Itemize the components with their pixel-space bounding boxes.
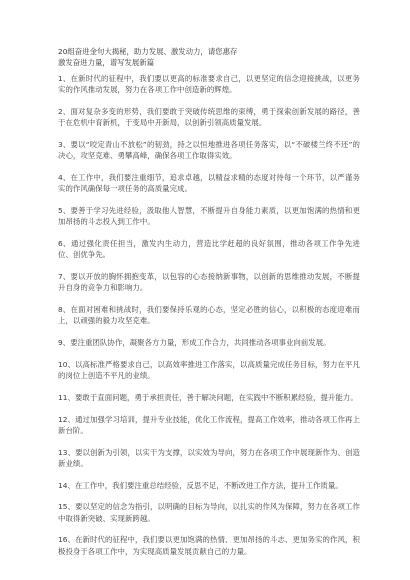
quote-item-3: 3、要以“咬定青山不放松”的韧劲，持之以恒地推进各项任务落实，以“不破楼兰终不还”的决心，攻坚克难、勇攀高峰，确保各项工作取得实效。 [58, 140, 360, 161]
quote-item-7: 7、要以开放的胸怀拥抱变革，以包容的心态接纳新事物，以创新的思维推动发展，不断提升自身的竞争力和影响力。 [58, 272, 360, 293]
quote-item-2: 2、面对复杂多变的形势，我们要敢于突破传统思维的束缚，勇于探索创新发展的路径，善于在危机中育新机，于变局中开新局，以创新引领高质量发展。 [58, 107, 360, 128]
quote-item-5: 5、要善于学习先进经验，汲取他人智慧，不断提升自身能力素质，以更加饱满的热情和更加昂扬的斗志投入到工作中。 [58, 206, 360, 227]
quote-item-12: 12、通过加强学习培训，提升专业技能，优化工作流程，提高工作效率，推动各项工作再上新台阶。 [58, 414, 360, 435]
quote-item-10: 10、以高标准严格要求自己，以高效率推进工作落实，以高质量完成任务目标，努力在平凡的岗位上创造不平凡的业绩。 [58, 359, 360, 380]
document-subtitle: 激发奋进力量，谱写发展新篇 [58, 58, 155, 67]
quote-item-13: 13、要以创新为引领，以实干为支撑，以实效为导向，努力在各项工作中展现新作为、创造新业绩。 [58, 447, 360, 468]
quote-item-4: 4、在工作中，我们要注重细节，追求卓越，以精益求精的态度对待每一个环节，以严谨务实的作风确保每一项任务的高质量完成。 [58, 173, 360, 194]
quote-item-9: 9、要注重团队协作，凝聚各方力量，形成工作合力，共同推动各项事业向前发展。 [58, 338, 331, 347]
quote-item-11: 11、要敢于直面问题，勇于承担责任，善于解决问题，在实践中不断积累经验，提升能力。 [58, 392, 358, 402]
title-block [58, 46, 360, 68]
quote-item-15: 15、要以坚定的信念为指引，以明确的目标为导向，以扎实的作风为保障，努力在各项工作中取得新突破、实现新跨越。 [58, 502, 360, 523]
document-title: 20组奋进金句大揭秘，助力发展、激发动力，请您惠存 [58, 47, 238, 56]
quote-list [58, 73, 360, 557]
quote-item-16: 16、在新时代的征程中，我们要以更加饱满的热情、更加昂扬的斗志、更加务实的作风，积极投身于各项工作中，为实现高质量发展贡献自己的力量。 [58, 535, 360, 556]
quote-item-8: 8、在面对困难和挑战时，我们要保持乐观的心态，坚定必胜的信心，以积极的态度迎难而上，以顽强的毅力攻坚克难。 [58, 305, 360, 326]
quote-item-6: 6、通过强化责任担当，激发内生动力，营造比学赶超的良好氛围，推动各项工作争先进位、创优争先。 [58, 239, 360, 260]
quote-item-14: 14、在工作中，我们要注重总结经验，反思不足，不断改进工作方法，提升工作质量。 [58, 480, 343, 490]
quote-item-1: 1、在新时代的征程中，我们要以更高的标准要求自己，以更坚定的信念迎接挑战，以更务实的作风推动发展，努力在各项工作中创造新的辉煌。 [58, 74, 360, 95]
